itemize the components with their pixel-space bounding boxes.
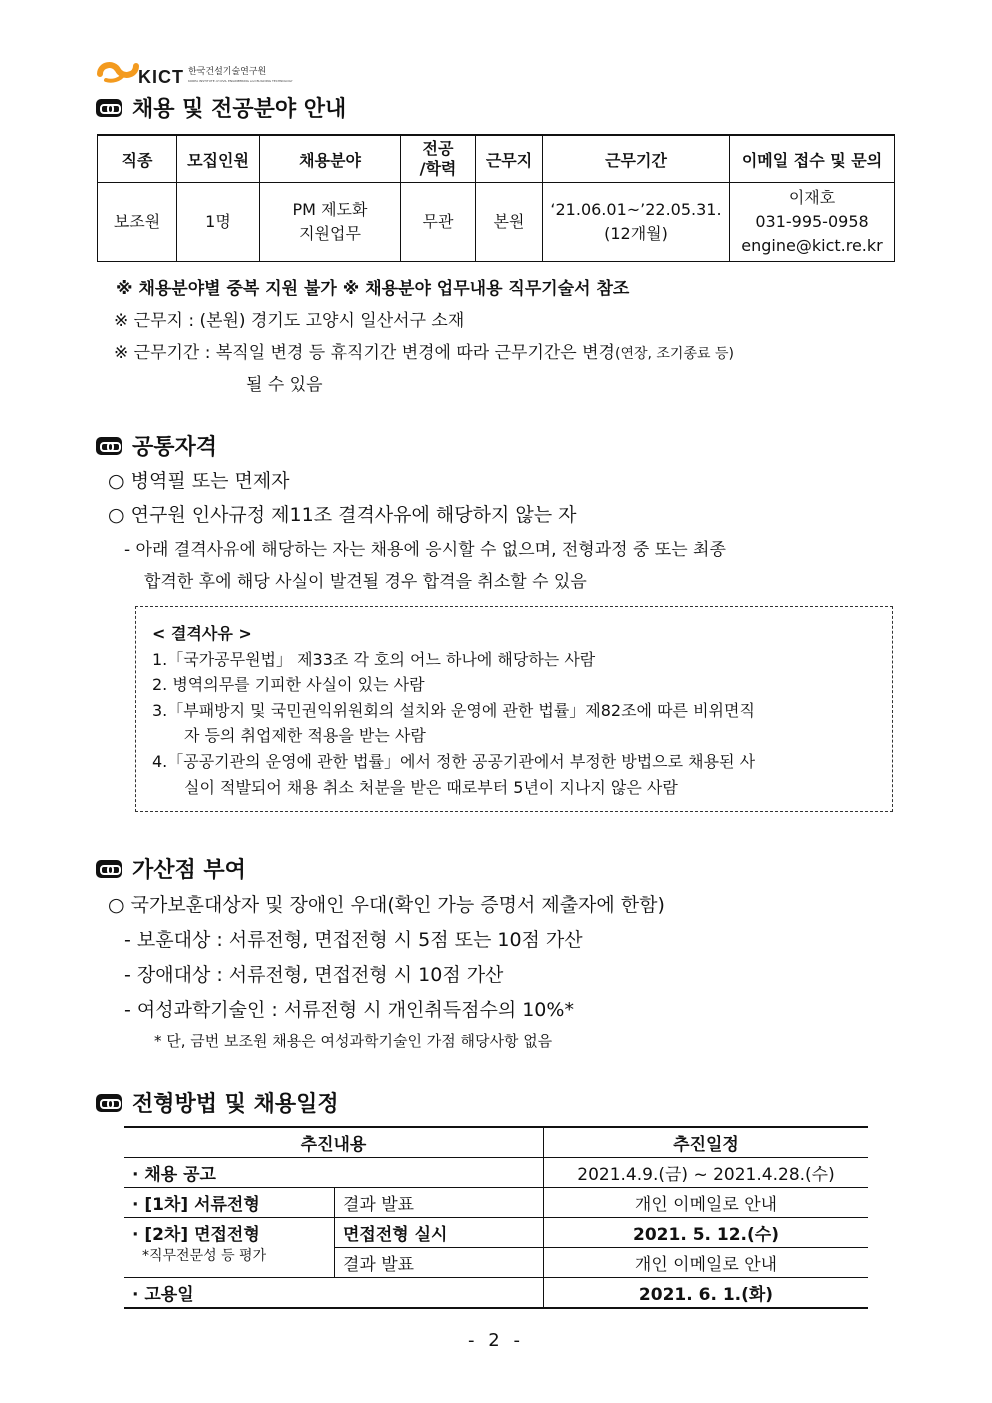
cell-field: PM 제도화 지원업무 [260, 183, 401, 262]
box-title: < 결격사유 > [152, 624, 252, 643]
header-cell: 모집인원 [177, 135, 260, 183]
section-qualification-heading [96, 430, 217, 461]
bullet-regulation: ○ 연구원 인사규정 제11조 결격사유에 해당하지 않는 자 [108, 504, 577, 526]
kict-logo-icon [96, 56, 140, 86]
kict-logo [96, 46, 293, 86]
section-schedule-heading [96, 1087, 339, 1118]
detail-disabled: - 장애대상 : 서류전형, 면접전형 시 10점 가산 [124, 964, 504, 986]
header-cell: 이메일 접수 및 문의 [730, 135, 895, 183]
schedule-table [124, 1126, 868, 1309]
footnote-women: * 단, 금번 보조원 채용은 여성과학기술인 가점 해당사항 없음 [154, 1032, 553, 1050]
section-bonus-heading [96, 853, 246, 884]
section-recruitment-heading [96, 92, 346, 123]
contact-name: 이재호 [788, 188, 836, 207]
row-document: · [1차] 서류전형 [124, 1188, 335, 1218]
bullet-veterans: ○ 국가보훈대상자 및 장애인 우대(확인 가능 증명서 제출자에 한함) [108, 894, 665, 916]
note-duplicate: ※ 채용분야별 중복 지원 불가 ※ 채용분야 업무내용 직무기술서 참조 [116, 279, 630, 299]
cell-contact [730, 183, 895, 262]
table-row [124, 1278, 868, 1309]
section-title: 공통자격 [132, 435, 218, 460]
page-number: - 2 - [468, 1330, 524, 1351]
detail-line-1: - 아래 결격사유에 해당하는 자는 채용에 응시할 수 없으며, 전형과정 중 또는 최종 [124, 540, 726, 560]
cell-type: 보조원 [98, 183, 177, 262]
link-icon [96, 99, 122, 117]
contact-email: engine@kict.re.kr [741, 236, 883, 255]
table-header-row [124, 1127, 868, 1158]
disqualification-box [135, 606, 893, 812]
row-hire-date: 2021. 6. 1.(화) [544, 1278, 869, 1309]
header-cell: 전공 /학력 [401, 135, 476, 183]
cell-count: 1명 [177, 183, 260, 262]
row-notice: · 채용 공고 [124, 1158, 544, 1188]
contact-phone: 031-995-0958 [755, 212, 869, 231]
row-interview-result-date: 개인 이메일로 안내 [544, 1248, 869, 1278]
row-interview: · [2차] 면접전형 *직무전문성 등 평가 [124, 1218, 335, 1278]
row-document-date: 개인 이메일로 안내 [544, 1188, 869, 1218]
row-interview-step: 면접전형 실시 [335, 1218, 544, 1248]
cell-place: 본원 [476, 183, 543, 262]
logo-org: 한국건설기술연구원 KOREA INSTITUTE of CIVIL ENGINEERING and BUILDING TECHNOLOGY [188, 67, 293, 83]
link-icon [96, 437, 122, 455]
cell-period: ‘21.06.01~’22.05.31. (12개월) [543, 183, 730, 262]
section-title: 채용 및 전공분야 안내 [132, 97, 347, 122]
header-cell: 근무기간 [543, 135, 730, 183]
table-row [98, 183, 895, 262]
detail-veterans: - 보훈대상 : 서류전형, 면접전형 시 5점 또는 10점 가산 [124, 929, 583, 951]
detail-line-2: 합격한 후에 해당 사실이 발견될 경우 합격을 취소할 수 있음 [144, 572, 587, 592]
bullet-military: ○ 병역필 또는 면제자 [108, 470, 290, 492]
table-row [124, 1188, 868, 1218]
box-item-3-cont: 자 등의 취업제한 적용을 받는 사람 [184, 726, 426, 745]
section-title: 전형방법 및 채용일정 [132, 1092, 339, 1117]
row-interview-result: 결과 발표 [335, 1248, 544, 1278]
header-content: 추진내용 [124, 1127, 544, 1158]
logo-mark: KICT [138, 67, 184, 87]
detail-women: - 여성과학기술인 : 서류전형 시 개인취득점수의 10%* [124, 999, 574, 1021]
box-item-1: 1.「국가공무원법」 제33조 각 호의 어느 하나에 해당하는 사람 [152, 650, 596, 669]
table-row [124, 1218, 868, 1248]
row-notice-date: 2021.4.9.(금) ~ 2021.4.28.(수) [544, 1158, 869, 1188]
row-hire: · 고용일 [124, 1278, 544, 1309]
table-header-row [98, 135, 895, 183]
note-location: ※ 근무지 : (본원) 경기도 고양시 일산서구 소재 [114, 311, 465, 331]
note-period: ※ 근무기간 : 복직일 변경 등 휴직기간 변경에 따라 근무기간은 변경(연장, 조기종료 등) [114, 343, 734, 363]
box-item-2: 2. 병역의무를 기피한 사실이 있는 사람 [152, 675, 425, 694]
box-item-4: 4.「공공기관의 운영에 관한 법률」에서 정한 공공기관에서 부정한 방법으로 채용된 사 [152, 752, 756, 771]
header-schedule: 추진일정 [544, 1127, 869, 1158]
recruitment-table [97, 134, 895, 262]
cell-major: 무관 [401, 183, 476, 262]
header-cell: 채용분야 [260, 135, 401, 183]
box-item-3: 3.「부패방지 및 국민권익위원회의 설치와 운영에 관한 법률」제82조에 따른 비위면직 [152, 701, 755, 720]
header-cell: 직종 [98, 135, 177, 183]
section-title: 가산점 부여 [132, 858, 246, 883]
note-period-cont: 될 수 있음 [246, 375, 323, 395]
link-icon [96, 860, 122, 878]
box-item-4-cont: 실이 적발되어 채용 취소 처분을 받은 때로부터 5년이 지나지 않은 사람 [184, 778, 678, 797]
table-row [124, 1158, 868, 1188]
link-icon [96, 1094, 122, 1112]
row-interview-date: 2021. 5. 12.(수) [544, 1218, 869, 1248]
row-document-step: 결과 발표 [335, 1188, 544, 1218]
header-cell: 근무지 [476, 135, 543, 183]
